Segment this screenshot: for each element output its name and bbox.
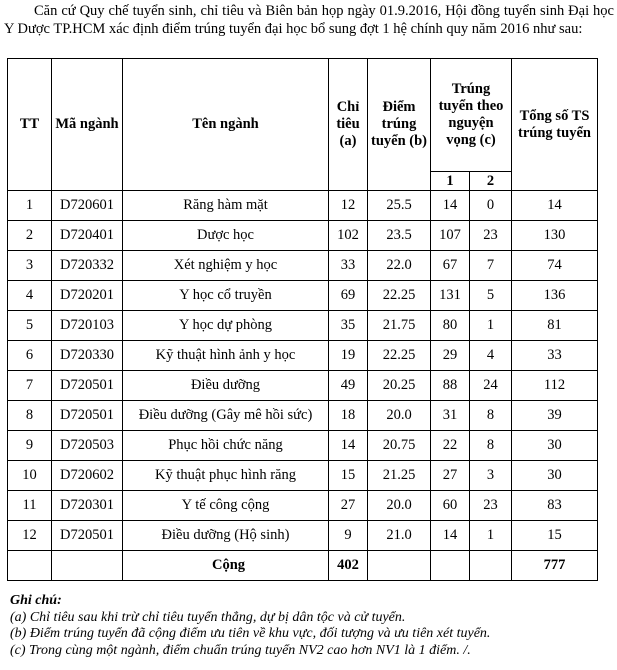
cell-name: Điều dưỡng (Hộ sinh) — [123, 521, 329, 551]
notes-title: Ghi chú: — [10, 593, 62, 608]
cell-total: 130 — [512, 221, 598, 251]
header-tt: TT — [8, 59, 52, 191]
cell-nv1: 88 — [431, 371, 470, 401]
notes-section — [10, 593, 610, 659]
cell-quota: 49 — [329, 371, 368, 401]
cell-name: Răng hàm mặt — [123, 191, 329, 221]
cell-nv1: 31 — [431, 401, 470, 431]
cell-name: Y tế công cộng — [123, 491, 329, 521]
cell-code: D720301 — [52, 491, 123, 521]
cell-nv2: 23 — [470, 221, 512, 251]
cell-nv1: 14 — [431, 191, 470, 221]
table-row — [8, 281, 598, 311]
cell-code: D720332 — [52, 251, 123, 281]
table-row — [8, 311, 598, 341]
cell-code: D720602 — [52, 461, 123, 491]
cell-nv1: 67 — [431, 251, 470, 281]
cell-code: D720501 — [52, 521, 123, 551]
cell-nv1: 80 — [431, 311, 470, 341]
intro-text: Căn cứ Quy chế tuyển sinh, chỉ tiêu và Biên bản họp ngày 01.9.2016, Hội đồng tuyển sinh Đại học Y Dược TP.HCM xác định điểm trúng tuyển đại học bổ sung đợt 1 hệ chính quy năm 2016 như sau: — [4, 3, 614, 37]
cell-tt: 8 — [8, 401, 52, 431]
cell-total: 74 — [512, 251, 598, 281]
cell-nv1: 107 — [431, 221, 470, 251]
total-admitted: 777 — [512, 551, 598, 581]
cell-code: D720201 — [52, 281, 123, 311]
cell-nv2: 3 — [470, 461, 512, 491]
cell-score: 20.0 — [368, 401, 431, 431]
cell-nv1: 14 — [431, 521, 470, 551]
cell-quota: 102 — [329, 221, 368, 251]
cell-code: D720601 — [52, 191, 123, 221]
cell-nv2: 0 — [470, 191, 512, 221]
cell-total: 81 — [512, 311, 598, 341]
table-row — [8, 521, 598, 551]
table-row — [8, 461, 598, 491]
table-row — [8, 431, 598, 461]
header-code: Mã ngành — [52, 59, 123, 191]
cell-code: D720501 — [52, 371, 123, 401]
cell-tt: 12 — [8, 521, 52, 551]
intro-paragraph — [4, 2, 614, 38]
cell-name: Xét nghiệm y học — [123, 251, 329, 281]
cell-code: D720401 — [52, 221, 123, 251]
total-quota: 402 — [329, 551, 368, 581]
note-item: (c) Trong cùng một ngành, điểm chuẩn trúng tuyển NV2 cao hơn NV1 là 1 điểm. /. — [10, 642, 471, 658]
cell-tt: 7 — [8, 371, 52, 401]
cell-nv2: 1 — [470, 521, 512, 551]
header-nv2: 2 — [470, 172, 512, 191]
cell-total: 15 — [512, 521, 598, 551]
cell-quota: 15 — [329, 461, 368, 491]
header-nv1: 1 — [431, 172, 470, 191]
cell-name: Kỹ thuật hình ảnh y học — [123, 341, 329, 371]
cell-score: 20.75 — [368, 431, 431, 461]
cell-code: D720103 — [52, 311, 123, 341]
cell-nv2: 8 — [470, 431, 512, 461]
cell-nv1: 29 — [431, 341, 470, 371]
cell-name: Điều dưỡng (Gây mê hồi sức) — [123, 401, 329, 431]
header-name: Tên ngành — [123, 59, 329, 191]
table-row — [8, 251, 598, 281]
cell-score: 21.25 — [368, 461, 431, 491]
cell-score: 22.25 — [368, 341, 431, 371]
cell-total: 14 — [512, 191, 598, 221]
cell-tt: 6 — [8, 341, 52, 371]
table-row — [8, 341, 598, 371]
cell-quota: 19 — [329, 341, 368, 371]
total-label: Cộng — [123, 551, 329, 581]
cell-code: D720501 — [52, 401, 123, 431]
cell-quota: 33 — [329, 251, 368, 281]
header-score: Điểm trúng tuyển (b) — [368, 59, 431, 191]
cell-score: 21.75 — [368, 311, 431, 341]
cell-score: 20.0 — [368, 491, 431, 521]
cell-tt: 3 — [8, 251, 52, 281]
cell-score: 21.0 — [368, 521, 431, 551]
cell-nv2: 24 — [470, 371, 512, 401]
cell-nv2: 4 — [470, 341, 512, 371]
cell-nv2: 7 — [470, 251, 512, 281]
cell-name: Y học cổ truyền — [123, 281, 329, 311]
cell-name: Điều dưỡng — [123, 371, 329, 401]
cell-total: 30 — [512, 461, 598, 491]
admission-score-table — [7, 58, 598, 581]
cell-score: 25.5 — [368, 191, 431, 221]
cell-tt: 2 — [8, 221, 52, 251]
cell-quota: 12 — [329, 191, 368, 221]
cell-tt: 9 — [8, 431, 52, 461]
header-quota: Chỉ tiêu (a) — [329, 59, 368, 191]
cell-tt: 1 — [8, 191, 52, 221]
cell-score: 20.25 — [368, 371, 431, 401]
cell-nv2: 8 — [470, 401, 512, 431]
cell-total: 30 — [512, 431, 598, 461]
cell-score: 22.0 — [368, 251, 431, 281]
cell-quota: 69 — [329, 281, 368, 311]
cell-score: 22.25 — [368, 281, 431, 311]
cell-tt: 10 — [8, 461, 52, 491]
cell-total: 112 — [512, 371, 598, 401]
note-item: (b) Điểm trúng tuyển đã cộng điểm ưu tiên về khu vực, đối tượng và ưu tiên xét tuyển. — [10, 626, 491, 641]
cell-name: Kỹ thuật phục hình răng — [123, 461, 329, 491]
cell-nv2: 1 — [470, 311, 512, 341]
cell-nv2: 23 — [470, 491, 512, 521]
table-row — [8, 371, 598, 401]
cell-total: 39 — [512, 401, 598, 431]
note-item: (a) Chỉ tiêu sau khi trừ chỉ tiêu tuyển thẳng, dự bị dân tộc và cử tuyển. — [10, 609, 406, 625]
cell-nv2: 5 — [470, 281, 512, 311]
cell-quota: 14 — [329, 431, 368, 461]
header-total: Tổng số TS trúng tuyển — [512, 59, 598, 191]
cell-total: 33 — [512, 341, 598, 371]
cell-quota: 27 — [329, 491, 368, 521]
cell-quota: 9 — [329, 521, 368, 551]
cell-nv1: 60 — [431, 491, 470, 521]
cell-nv1: 27 — [431, 461, 470, 491]
header-admitted: Trúng tuyển theo nguyện vọng (c) — [431, 59, 512, 172]
cell-score: 23.5 — [368, 221, 431, 251]
cell-quota: 35 — [329, 311, 368, 341]
total-row — [8, 551, 598, 581]
cell-total: 83 — [512, 491, 598, 521]
cell-code: D720330 — [52, 341, 123, 371]
table-row — [8, 221, 598, 251]
cell-nv1: 131 — [431, 281, 470, 311]
cell-tt: 11 — [8, 491, 52, 521]
table-row — [8, 191, 598, 221]
cell-nv1: 22 — [431, 431, 470, 461]
table-row — [8, 401, 598, 431]
cell-total: 136 — [512, 281, 598, 311]
table-row — [8, 491, 598, 521]
cell-tt: 4 — [8, 281, 52, 311]
cell-name: Dược học — [123, 221, 329, 251]
cell-tt: 5 — [8, 311, 52, 341]
cell-code: D720503 — [52, 431, 123, 461]
cell-quota: 18 — [329, 401, 368, 431]
cell-name: Phục hồi chức năng — [123, 431, 329, 461]
cell-name: Y học dự phòng — [123, 311, 329, 341]
